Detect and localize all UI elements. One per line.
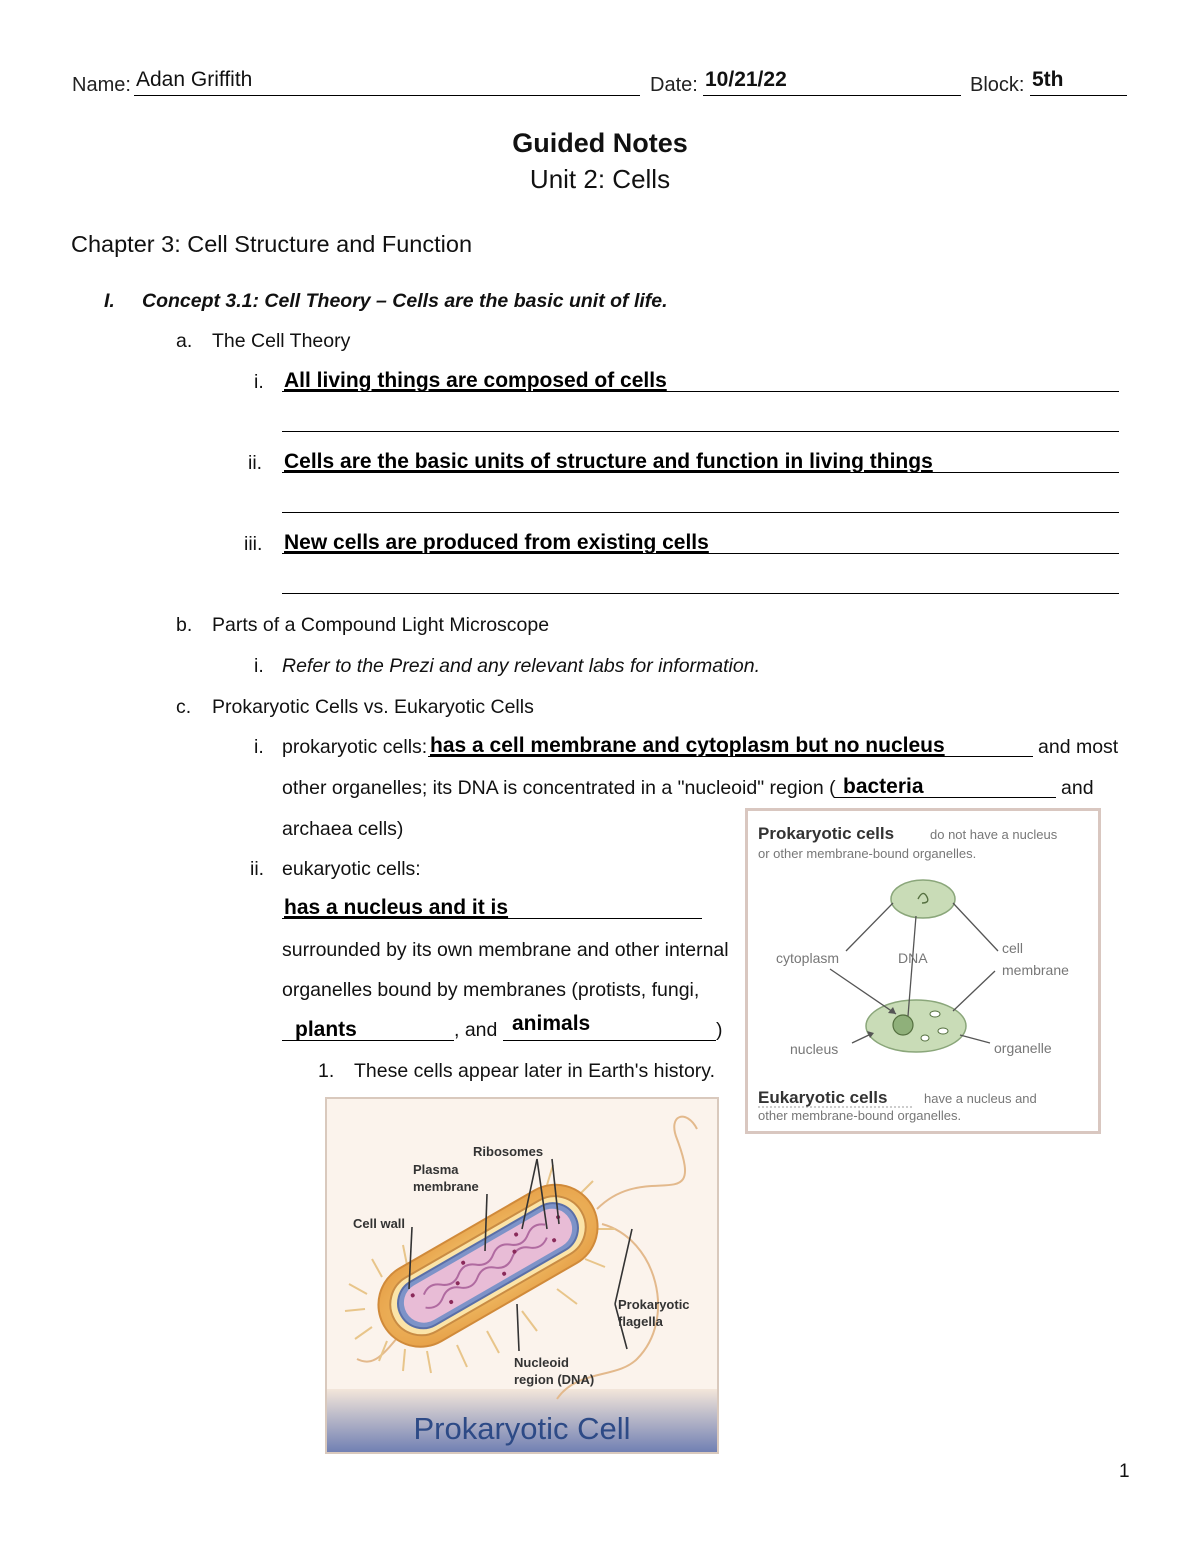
euk-answer-line: [282, 918, 702, 919]
label-flagella: flagella: [618, 1314, 663, 1329]
date-underline: [703, 95, 961, 96]
concept-marker: I.: [104, 290, 115, 312]
organelle-1: [930, 1011, 940, 1017]
label-plasma: Plasma: [413, 1162, 459, 1177]
prok-after: and most: [1038, 736, 1119, 758]
euk-and: , and: [454, 1019, 498, 1041]
prok-line2: other organelles; its DNA is concentrated in a "nucleoid" region (: [282, 777, 836, 799]
section-b-marker: b.: [176, 614, 193, 636]
page-subtitle: Unit 2: Cells: [529, 164, 671, 194]
fig-top-bold: Prokaryotic cells: [758, 824, 895, 843]
name-label: Name:: [72, 74, 131, 96]
prok-label: prokaryotic cells:: [282, 736, 428, 758]
eukaryote-nucleus-shape: [893, 1015, 913, 1035]
euk-answer-plants[interactable]: plants: [295, 1018, 357, 1041]
theory-2-line-2: [282, 512, 1119, 513]
block-field[interactable]: 5th: [1032, 68, 1064, 91]
theory-1-line-2: [282, 431, 1119, 432]
theory-2-marker: ii.: [248, 452, 263, 474]
theory-3-line-2: [282, 593, 1119, 594]
prok-answer[interactable]: has a cell membrane and cytoplasm but no nucleus: [430, 734, 945, 757]
page-number: 1: [1119, 1461, 1130, 1482]
euk-answer-animals[interactable]: animals: [512, 1012, 591, 1035]
euk-line3: organelles bound by membranes (protists, fungi,: [282, 979, 700, 1001]
date-field[interactable]: 10/21/22: [705, 68, 787, 91]
fig-label-membrane: membrane: [1002, 962, 1069, 978]
organelle-3: [921, 1035, 929, 1041]
name-field[interactable]: Adan Griffith: [136, 68, 253, 91]
fig-label-organelle: organelle: [994, 1040, 1052, 1056]
fig-bottom-rest-2: other membrane-bound organelles.: [758, 1108, 962, 1123]
section-b-item-marker: i.: [254, 655, 264, 677]
organelle-2: [938, 1028, 948, 1034]
section-b-title: Parts of a Compound Light Microscope: [212, 614, 550, 636]
chapter-heading: Chapter 3: Cell Structure and Function: [71, 231, 473, 257]
euk-sub-text: These cells appear later in Earth's history.: [354, 1060, 716, 1082]
fig-top-rest-1: do not have a nucleus: [930, 827, 1058, 842]
block-label: Block:: [970, 74, 1025, 96]
prok-answer-line: [428, 756, 1033, 757]
theory-3-line: [282, 553, 1119, 554]
fig-label-nucleus: nucleus: [790, 1041, 839, 1057]
block-underline: [1030, 95, 1127, 96]
fig-label-dna: DNA: [898, 950, 928, 966]
theory-1-line: [282, 391, 1119, 392]
euk-marker: ii.: [250, 858, 265, 880]
page-title: Guided Notes: [512, 128, 688, 158]
fig-top-rest-2: or other membrane-bound organelles.: [758, 846, 977, 861]
label-cell-wall: Cell wall: [353, 1216, 406, 1231]
prok-answer2-line: [834, 797, 1056, 798]
figure-caption: Prokaryotic Cell: [413, 1411, 631, 1446]
fig-bottom-bold: Eukaryotic cells: [758, 1088, 888, 1107]
label-plasma-membrane: membrane: [413, 1179, 479, 1194]
prokaryote-cell-shape: [891, 880, 955, 918]
label-nucleoid: Nucleoid: [514, 1355, 569, 1370]
concept-heading: Concept 3.1: Cell Theory – Cells are the basic unit of life.: [142, 290, 668, 312]
euk-label: eukaryotic cells:: [282, 858, 421, 880]
section-b-item-text: Refer to the Prezi and any relevant labs for information.: [282, 655, 760, 677]
theory-2-line: [282, 472, 1119, 473]
section-a-marker: a.: [176, 330, 193, 352]
euk-answer[interactable]: has a nucleus and it is: [284, 896, 509, 919]
eukaryote-cell-shape: [866, 1000, 966, 1052]
figure-prokaryotic-cell: [325, 1097, 719, 1454]
label-ribosomes: Ribosomes: [473, 1144, 544, 1159]
fig-label-cytoplasm: cytoplasm: [776, 950, 840, 966]
theory-1-answer[interactable]: All living things are composed of cells: [284, 369, 667, 392]
theory-2-answer[interactable]: Cells are the basic units of structure and function in living things: [284, 450, 933, 473]
euk-close: ): [716, 1019, 723, 1041]
label-prokaryotic: Prokaryotic: [618, 1297, 690, 1312]
fig-label-cell: cell: [1002, 940, 1024, 956]
euk-line2: surrounded by its own membrane and other internal: [282, 939, 729, 961]
prok-answer2[interactable]: bacteria: [843, 775, 924, 798]
theory-3-marker: iii.: [244, 533, 263, 555]
theory-3-answer[interactable]: New cells are produced from existing cells: [284, 531, 709, 554]
euk-animals-line: [503, 1040, 716, 1041]
prok-line3: archaea cells): [282, 818, 404, 840]
fig-bottom-rest-1: have a nucleus and: [924, 1091, 1037, 1106]
section-c-title: Prokaryotic Cells vs. Eukaryotic Cells: [212, 696, 534, 718]
prok-after2: and: [1061, 777, 1094, 799]
label-nucleoid-region: region (DNA): [514, 1372, 595, 1387]
section-a-title: The Cell Theory: [212, 330, 351, 352]
section-c-marker: c.: [176, 696, 192, 718]
date-label: Date:: [650, 74, 698, 96]
figure-prok-vs-euk: [745, 808, 1101, 1134]
euk-sub-marker: 1.: [318, 1060, 335, 1082]
theory-1-marker: i.: [254, 371, 264, 393]
euk-plants-line: [282, 1040, 454, 1041]
name-underline: [134, 95, 640, 96]
prok-marker: i.: [254, 736, 264, 758]
